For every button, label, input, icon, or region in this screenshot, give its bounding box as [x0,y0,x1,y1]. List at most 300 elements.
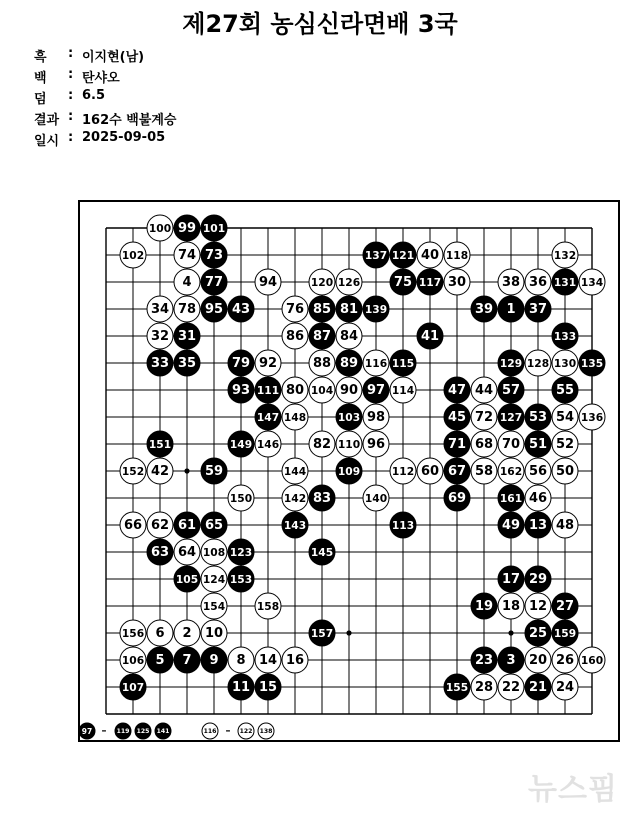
move-number: 26 [555,653,575,668]
move-number: 83 [312,491,332,506]
black-stone [471,647,497,673]
black-stone [255,674,281,700]
white-stone [444,269,470,295]
move-number: 113 [391,519,415,532]
white-stone [498,269,524,295]
black-stone [552,593,578,619]
move-number: 156 [121,627,145,640]
white-stone [282,647,308,673]
black-stone [174,566,200,592]
black-stone [228,350,254,376]
move-number: 54 [555,410,575,425]
black-stone [174,647,200,673]
info-label: 결과 [34,113,60,128]
date-value: 2025-09-05 [82,130,166,145]
white-stone [309,377,335,403]
move-number: 53 [528,410,548,425]
white-stone [336,323,362,349]
black-stone [498,350,524,376]
white-stone [579,269,605,295]
komi-value: 6.5 [82,88,106,103]
move-number: 162 [499,465,523,478]
move-number: 119 [116,728,130,735]
move-number: 87 [312,329,332,344]
move-number: 70 [501,437,521,452]
black-stone [201,647,227,673]
black-stone [498,647,524,673]
move-number: 44 [474,383,494,398]
move-number: 42 [150,464,170,479]
white-stone [471,431,497,457]
move-number: 28 [474,680,494,695]
move-number: 128 [526,357,550,370]
black-stone [135,723,151,739]
move-number: 132 [553,249,577,262]
move-number: 99 [177,221,197,236]
white-stone [255,431,281,457]
info-colon: : [68,88,74,103]
move-number: 143 [283,519,307,532]
move-number: 43 [231,302,251,317]
move-number: 13 [528,518,548,533]
page-title: 제27회 농심신라면배 3국 [182,10,458,38]
move-number: 36 [528,275,548,290]
move-number: 117 [418,276,442,289]
white-stone [120,512,146,538]
black-stone [174,323,200,349]
move-number: 69 [447,491,467,506]
move-number: 102 [121,249,145,262]
white-stone [498,431,524,457]
black-stone [444,377,470,403]
move-number: 138 [259,728,273,735]
move-number: 33 [150,356,170,371]
move-number: 72 [474,410,494,425]
move-number: 8 [236,653,246,668]
move-number: 2 [182,626,192,641]
white-stone [174,539,200,565]
white-stone [120,242,146,268]
black-stone [255,377,281,403]
white-stone [363,350,389,376]
white-stone [498,674,524,700]
white-stone [552,512,578,538]
move-number: 9 [209,653,219,668]
move-number: 105 [175,573,199,586]
move-number: 59 [204,464,224,479]
move-number: 155 [445,681,469,694]
white-stone [525,647,551,673]
black-stone [228,566,254,592]
move-number: 77 [204,275,224,290]
white-stone [552,431,578,457]
move-number: 47 [447,383,467,398]
black-stone [115,723,131,739]
white-stone [120,620,146,646]
move-number: 116 [364,357,388,370]
move-number: 38 [501,275,521,290]
black-stone [336,296,362,322]
move-number: 32 [150,329,170,344]
black-stone [201,215,227,241]
black-stone [444,404,470,430]
move-number: 141 [156,728,170,735]
star-point [346,630,351,635]
black-stone [390,350,416,376]
white-stone [282,377,308,403]
move-number: 107 [121,681,145,694]
white-stone [552,242,578,268]
move-number: 150 [229,492,253,505]
white-stone [363,404,389,430]
move-number: 112 [391,465,415,478]
black-stone [498,512,524,538]
white-stone [579,647,605,673]
black-stone [309,323,335,349]
white-stone [309,269,335,295]
move-number: 127 [499,411,523,424]
white-stone [552,404,578,430]
move-number: 41 [420,329,440,344]
info-label: 덤 [34,92,47,107]
move-number: 1 [506,302,516,317]
star-point [184,468,189,473]
stones [120,215,605,700]
move-number: 97 [366,383,386,398]
black-stone [498,485,524,511]
move-number: 66 [123,518,143,533]
white-stone [552,458,578,484]
black-stone [444,674,470,700]
move-number: 75 [393,275,413,290]
move-number: 45 [447,410,467,425]
move-number: 67 [447,464,467,479]
white-stone [238,723,254,739]
move-number: 120 [310,276,334,289]
move-number: 161 [499,492,523,505]
move-number: 118 [445,249,469,262]
move-number: 50 [555,464,575,479]
move-number: 48 [555,518,575,533]
white-stone [282,404,308,430]
black-stone [336,458,362,484]
move-number: 78 [177,302,197,317]
move-number: 149 [229,438,253,451]
info-label: 흑 [34,50,47,65]
move-number: 115 [391,357,415,370]
black-stone [174,215,200,241]
black-stone [498,377,524,403]
white-stone [525,593,551,619]
move-number: 125 [136,728,150,735]
black-stone [444,458,470,484]
move-number: 35 [177,356,197,371]
white-stone [309,431,335,457]
white-stone [228,647,254,673]
move-number: 25 [528,626,548,641]
star-point [508,630,513,635]
black-stone [498,296,524,322]
move-number: 124 [202,573,226,586]
white-stone [390,377,416,403]
black-stone [120,674,146,700]
black-stone [525,404,551,430]
move-number: 4 [182,275,192,290]
white-stone [417,458,443,484]
move-number: 134 [580,276,604,289]
move-number: 151 [148,438,172,451]
white-stone [471,404,497,430]
black-stone [79,723,95,739]
white-stone [336,377,362,403]
white-stone [255,593,281,619]
move-number: 89 [339,356,359,371]
move-number: 60 [420,464,440,479]
move-number: 57 [501,383,521,398]
move-number: 37 [528,302,548,317]
black-stone [525,620,551,646]
move-number: 142 [283,492,307,505]
white-stone [525,458,551,484]
move-number: 10 [204,626,224,641]
move-number: 101 [202,222,226,235]
black-stone [147,647,173,673]
move-number: 121 [391,249,415,262]
move-number: 103 [337,411,361,424]
move-number: 64 [177,545,197,560]
move-number: 158 [256,600,280,613]
move-number: 139 [364,303,388,316]
white-stone [282,323,308,349]
black-stone [363,377,389,403]
move-number: 159 [553,627,577,640]
white-stone [201,620,227,646]
black-stone [309,620,335,646]
black-stone [444,485,470,511]
white-stone [390,458,416,484]
move-number: 6 [155,626,165,641]
white-stone [471,674,497,700]
white-stone [147,215,173,241]
move-number: 46 [528,491,548,506]
black-stone [228,431,254,457]
move-number: 15 [258,680,278,695]
move-number: 84 [339,329,359,344]
move-number: 135 [580,357,604,370]
move-number: 39 [474,302,494,317]
white-stone [147,458,173,484]
white-stone [525,269,551,295]
move-number: 136 [580,411,604,424]
white-stone [552,647,578,673]
move-number: 14 [258,653,278,668]
move-number: 34 [150,302,170,317]
move-number: 82 [312,437,332,452]
move-number: 30 [447,275,467,290]
move-number: 20 [528,653,548,668]
move-number: 106 [121,654,145,667]
white-stone [525,350,551,376]
white-stone [498,593,524,619]
black-stone [363,242,389,268]
move-number: 29 [528,572,548,587]
white-stone [174,242,200,268]
white-stone [201,539,227,565]
white-stone [120,647,146,673]
move-number: 81 [339,302,359,317]
black-stone [471,593,497,619]
black-stone [201,512,227,538]
white-stone [228,485,254,511]
black-stone [174,512,200,538]
black-stone [255,404,281,430]
white-stone [336,431,362,457]
white-stone [363,431,389,457]
white-stone [579,404,605,430]
black-stone [147,539,173,565]
move-number: 97 [81,727,93,736]
move-number: 22 [501,680,521,695]
move-number: 122 [239,728,253,735]
white-stone [336,269,362,295]
move-number: 3 [506,653,516,668]
black-stone [174,350,200,376]
move-number: 23 [474,653,494,668]
move-number: 90 [339,383,359,398]
black-stone [498,566,524,592]
black-stone [417,323,443,349]
black-stone [336,350,362,376]
white-stone [417,242,443,268]
move-number: 130 [553,357,577,370]
white-stone [309,350,335,376]
move-number: 86 [285,329,305,344]
black-stone [336,404,362,430]
move-number: 56 [528,464,548,479]
black-stone [444,431,470,457]
white-stone [147,512,173,538]
white-stone [255,350,281,376]
black-stone [552,323,578,349]
black-stone [155,723,171,739]
black-stone [228,296,254,322]
move-number: 21 [528,680,548,695]
white-stone [201,566,227,592]
move-number: 114 [391,384,415,397]
move-number: 145 [310,546,334,559]
white-stone [255,269,281,295]
move-number: 58 [474,464,494,479]
white-stone [202,723,218,739]
white-stone [282,458,308,484]
white-stone [174,620,200,646]
move-number: 76 [285,302,305,317]
white-stone [471,377,497,403]
black-stone [201,242,227,268]
black-stone [525,674,551,700]
move-number: 40 [420,248,440,263]
info-colon: : [68,67,74,82]
move-number: 16 [285,653,305,668]
black-stone [525,296,551,322]
black-player-name: 이지현(남) [82,50,145,65]
white-stone [147,323,173,349]
move-number: 31 [177,329,197,344]
move-number: 49 [501,518,521,533]
black-stone [228,377,254,403]
black-stone [201,296,227,322]
white-stone [525,485,551,511]
info-label: 백 [34,71,47,86]
move-number: 5 [155,653,165,668]
info-colon: : [68,46,74,61]
info-colon: : [68,109,74,124]
move-number: 95 [204,302,224,317]
white-stone [363,485,389,511]
move-number: 140 [364,492,388,505]
move-number: 73 [204,248,224,263]
white-stone [471,458,497,484]
white-stone [444,242,470,268]
watermark-logo: 뉴스핌 [528,772,618,807]
move-number: 24 [555,680,575,695]
black-stone [552,620,578,646]
move-number: 146 [256,438,280,451]
white-stone [255,647,281,673]
move-number: 157 [310,627,334,640]
black-stone [309,485,335,511]
move-number: 92 [258,356,278,371]
move-number: 52 [555,437,575,452]
black-stone [309,539,335,565]
black-stone [498,404,524,430]
move-number: 74 [177,248,197,263]
move-number: 61 [177,518,197,533]
black-stone [525,431,551,457]
move-number: 65 [204,518,224,533]
info-colon: : [68,130,74,145]
move-number: 133 [553,330,577,343]
move-number: 68 [474,437,494,452]
white-stone [147,296,173,322]
black-stone [579,350,605,376]
black-stone [552,377,578,403]
move-number: 110 [337,438,361,451]
move-number: 144 [283,465,307,478]
move-number: 79 [231,356,251,371]
result-value: 162수 백불계승 [82,113,177,128]
black-stone [201,458,227,484]
move-number: 153 [229,573,253,586]
move-number: 27 [555,599,575,614]
white-stone [552,350,578,376]
white-stone [147,620,173,646]
black-stone [228,539,254,565]
white-stone [174,269,200,295]
move-number: 108 [202,546,226,559]
white-stone [282,296,308,322]
black-stone [282,512,308,538]
black-stone [525,566,551,592]
move-number: 55 [555,383,575,398]
move-number: 116 [203,728,217,735]
black-stone [147,431,173,457]
move-number: 62 [150,518,170,533]
move-number: 80 [285,383,305,398]
move-number: 100 [148,222,172,235]
white-player-name: 탄샤오 [82,71,120,86]
move-number: 88 [312,356,332,371]
